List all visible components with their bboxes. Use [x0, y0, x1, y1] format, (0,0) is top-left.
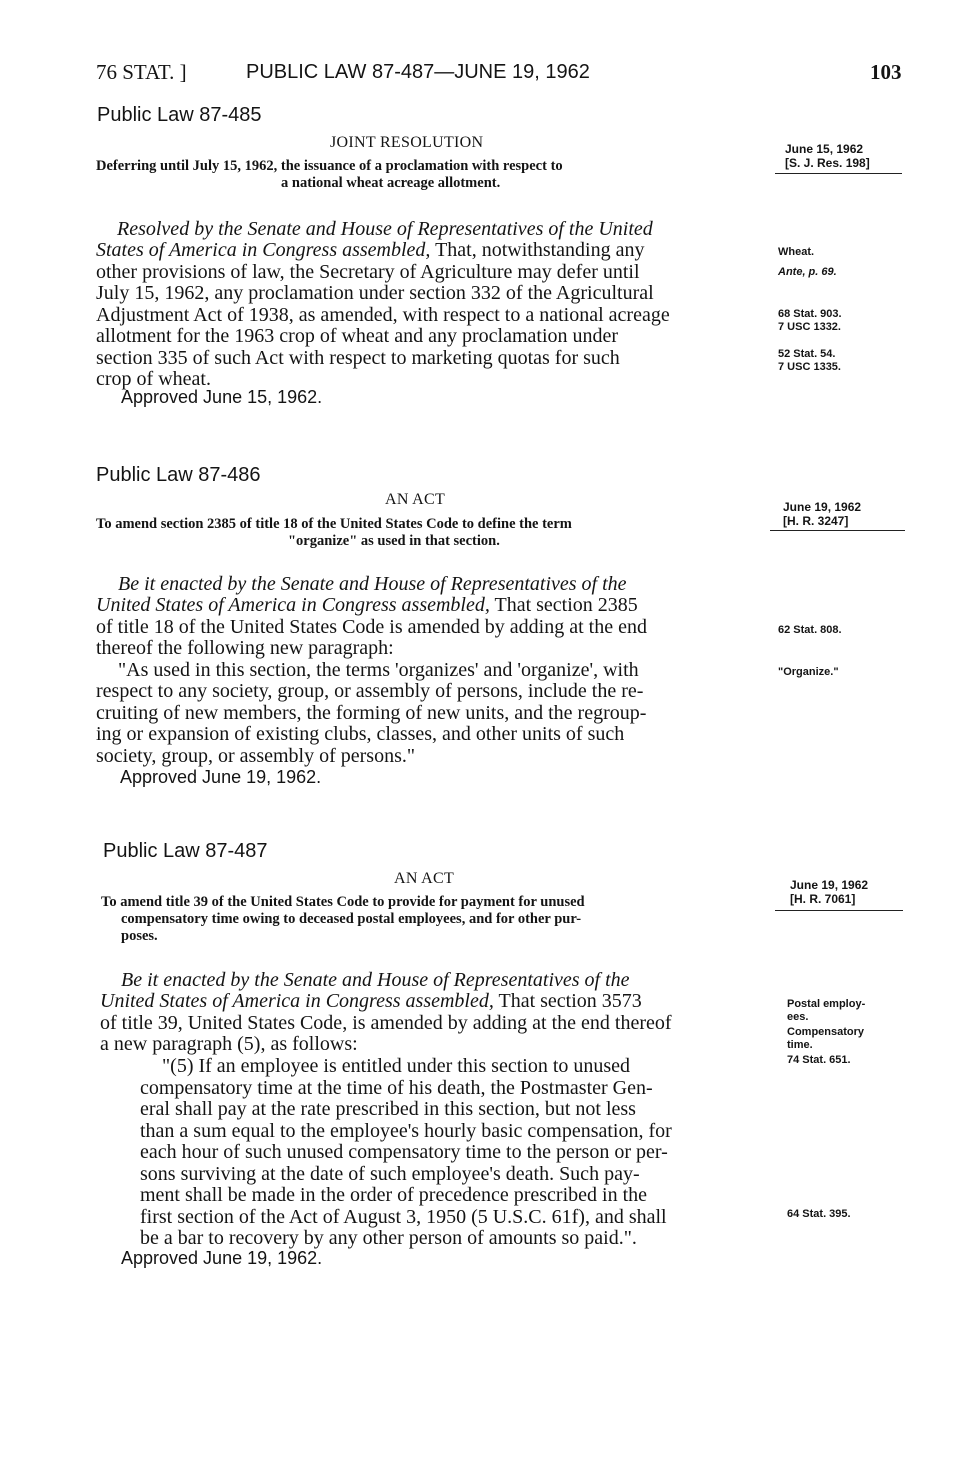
law-486-description	[96, 516, 572, 550]
law-485-body-text	[96, 240, 670, 391]
header-volume: 76 STAT. ]	[96, 60, 187, 84]
law-487-enacting-clause: United States of America in Congress assembled,	[100, 990, 494, 1012]
law-487-margin-note: 74 Stat. 651.	[787, 1054, 851, 1066]
law-485-body-line: crop of wheat.	[96, 368, 211, 390]
margin-line: time.	[787, 1039, 813, 1051]
law-487-description	[101, 894, 585, 945]
law-487-body-line: be a bar to recovery by any other person of amounts so paid.".	[140, 1227, 637, 1249]
law-486-body-text	[96, 595, 647, 767]
law-487-body-line: sons surviving at the date of such employee's death. Such pay-	[140, 1162, 640, 1185]
law-487-description-line: compensatory time owing to deceased postal employees, and for other pur-	[121, 911, 582, 927]
law-485-date-block	[785, 142, 870, 170]
margin-line: 68 Stat. 903.	[778, 308, 842, 320]
page-number: 103	[870, 60, 902, 84]
law-487-enacting-clause: Be it enacted by the Senate and House of Representatives of the	[121, 969, 630, 991]
law-486-body-line: of title 18 of the United States Code is amended by adding at the end	[96, 615, 647, 638]
law-487-body-line: "(5) If an employee is entitled under this section to unused	[162, 1055, 631, 1077]
law-487-body-line: ment shall be made in the order of precedence prescribed in the	[140, 1184, 648, 1206]
law-487-date-rule	[775, 910, 903, 911]
law-487-kind: AN ACT	[394, 870, 455, 887]
margin-line: Compensatory	[787, 1026, 865, 1038]
law-486-body-line: That section 2385	[489, 594, 638, 616]
law-486-body-line: society, group, or assembly of persons."	[96, 744, 416, 767]
law-485-title: Public Law 87-485	[97, 104, 262, 126]
law-485-body-line: other provisions of law, the Secretary of Agriculture may defer until	[96, 260, 640, 283]
law-487-margin-note: 64 Stat. 395.	[787, 1208, 851, 1220]
law-487-body-line: than a sum equal to the employee's hourly basic compensation, for	[140, 1119, 672, 1142]
law-486-bill-number: [H. R. 3247]	[783, 514, 849, 528]
margin-line: 52 Stat. 54.	[778, 348, 836, 360]
law-485-body-line: States of America in Congress assembled,	[96, 239, 431, 261]
law-486-body-line: respect to any society, group, or assembly of persons, include the re-	[96, 680, 644, 702]
law-485-kind: JOINT RESOLUTION	[330, 134, 484, 151]
margin-line: 7 USC 1335.	[778, 361, 841, 373]
law-486-date-block	[783, 500, 861, 528]
law-487-body-line: each hour of such unused compensatory time to the person or per-	[140, 1141, 668, 1163]
law-485-enacting-clause: Resolved by the Senate and House of Representatives of the United	[117, 218, 653, 240]
law-485-body-line: Adjustment Act of 1938, as amended, with respect to a national acreage	[96, 303, 670, 326]
law-485-body-line: allotment for the 1963 crop of wheat and any proclamation under	[96, 325, 619, 347]
law-487-margin-note	[787, 1026, 864, 1052]
margin-line: Postal employ-	[787, 998, 866, 1010]
law-487-date-block	[790, 878, 868, 906]
law-487-body-line: a new paragraph (5), as follows:	[100, 1033, 358, 1055]
law-486-body	[118, 574, 627, 596]
law-486-margin-note: 62 Stat. 808.	[778, 624, 842, 636]
law-485-margin-note: Ante, p. 69.	[778, 266, 837, 278]
law-485-body-line: That, notwithstanding any	[430, 239, 645, 261]
law-486-approved: Approved June 19, 1962.	[120, 767, 322, 787]
law-487-approved: Approved June 19, 1962.	[121, 1248, 323, 1268]
law-487-body-line: That section 3573	[493, 990, 642, 1012]
law-486-enacting-clause: Be it enacted by the Senate and House of Representatives of the	[118, 573, 627, 595]
law-486-body-line: thereof the following new paragraph:	[96, 637, 394, 659]
law-485-description-line: Deferring until July 15, 1962, the issuance of a proclamation with respect to	[96, 158, 563, 174]
law-485-margin-note	[778, 348, 841, 374]
law-486-margin-note: "Organize."	[778, 666, 839, 678]
margin-line: ees.	[787, 1011, 809, 1023]
law-486-date-rule	[770, 530, 905, 531]
law-487-quoted-paragraph	[140, 1056, 672, 1250]
law-486-kind: AN ACT	[385, 491, 446, 508]
law-485-margin-note	[778, 308, 842, 334]
law-487-description-line: poses.	[121, 928, 158, 944]
law-487-body-line: compensatory time at the time of his death, the Postmaster Gen-	[140, 1076, 653, 1099]
margin-line: 7 USC 1332.	[778, 321, 841, 333]
law-486-title: Public Law 87-486	[96, 464, 261, 486]
law-487-body-line: of title 39, United States Code, is amended by adding at the end thereof	[100, 1011, 672, 1034]
law-487-description-line: To amend title 39 of the United States Code to provide for payment for unused	[101, 894, 585, 910]
law-485-date: June 15, 1962	[785, 142, 864, 156]
law-487-body-line: first section of the Act of August 3, 1950 (5 U.S.C. 61f), and shall	[140, 1205, 667, 1228]
law-486-enacting-clause: United States of America in Congress assembled,	[96, 594, 490, 616]
law-485-approved: Approved June 15, 1962.	[121, 387, 323, 407]
law-485-date-rule	[775, 173, 902, 174]
law-487-body-line: eral shall pay at the rate prescribed in this section, but not less	[140, 1098, 636, 1120]
law-487-margin-note	[787, 998, 865, 1024]
law-486-body-line: "As used in this section, the terms 'organizes' and 'organize', with	[118, 658, 639, 681]
law-487-body	[121, 970, 630, 992]
law-485-margin-note: Wheat.	[778, 246, 815, 258]
law-487-body-text	[100, 991, 672, 1056]
law-485-body-line: section 335 of such Act with respect to marketing quotas for such	[96, 346, 620, 369]
law-486-description-line: To amend section 2385 of title 18 of the United States Code to define the term	[96, 516, 572, 532]
law-486-description-line: "organize" as used in that section.	[288, 533, 500, 549]
law-487-bill-number: [H. R. 7061]	[790, 892, 856, 906]
law-487-title: Public Law 87-487	[103, 840, 268, 862]
law-485-body	[117, 219, 653, 241]
header-title: PUBLIC LAW 87-487—JUNE 19, 1962	[246, 61, 590, 83]
law-487-date: June 19, 1962	[790, 878, 869, 892]
law-486-body-line: ing or expansion of existing clubs, classes, and other units of such	[96, 723, 625, 745]
law-485-body-line: July 15, 1962, any proclamation under section 332 of the Agricultural	[96, 282, 654, 304]
law-485-description	[96, 158, 563, 192]
law-486-date: June 19, 1962	[783, 500, 862, 514]
law-485-bill-number: [S. J. Res. 198]	[785, 156, 870, 170]
law-485-description-line: a national wheat acreage allotment.	[281, 175, 501, 191]
law-486-body-line: cruiting of new members, the forming of new units, and the regroup-	[96, 701, 647, 724]
